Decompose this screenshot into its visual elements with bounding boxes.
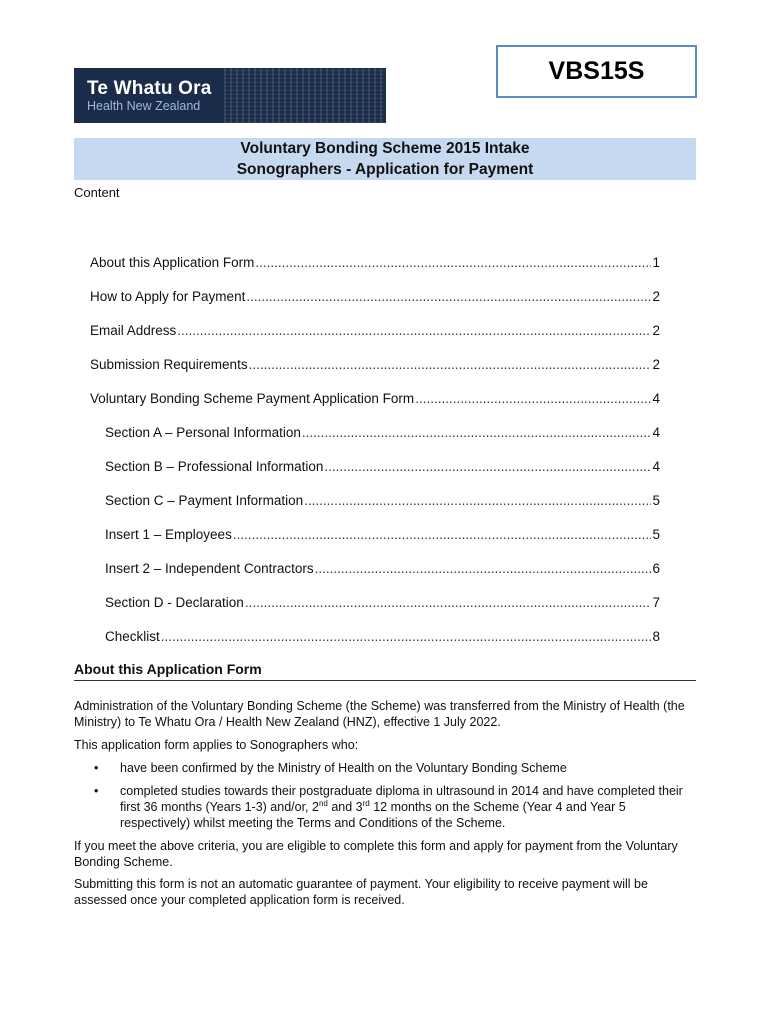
title-line-1: Voluntary Bonding Scheme 2015 Intake bbox=[240, 140, 530, 157]
about-paragraph-4: Submitting this form is not an automatic guarantee of payment. Your eligibility to receive payment will be assessed once your completed application form is received. bbox=[74, 877, 648, 907]
about-heading: About this Application Form bbox=[74, 661, 696, 681]
document-title bbox=[74, 138, 696, 180]
toc-entry[interactable]: How to Apply for Payment ..... 2 bbox=[90, 289, 660, 304]
te-whatu-ora-logo bbox=[74, 68, 386, 123]
toc-entry[interactable]: Section B – Professional Information ..... 4 bbox=[105, 459, 660, 474]
bullet-icon: • bbox=[94, 761, 99, 775]
about-paragraph-2: This application form applies to Sonographers who: bbox=[74, 738, 359, 752]
toc-entry[interactable]: Voluntary Bonding Scheme Payment Application Form ..... 4 bbox=[90, 391, 660, 406]
title-line-2: Sonographers - Application for Payment bbox=[236, 161, 534, 178]
content-label: Content bbox=[74, 185, 120, 200]
about-paragraph-1: Administration of the Voluntary Bonding Scheme (the Scheme) was transferred from the Ministry of Health (the Ministry) to Te Whatu Ora / Health New Zealand (HNZ), effective 1 July 2022. bbox=[74, 699, 685, 729]
logo-subtitle: Health New Zealand bbox=[87, 99, 201, 113]
bullet-item: • completed studies towards their postgraduate diploma in ultrasound in 2014 and have completed their first 36 months (Years 1-3) and/or, 2nd and 3rd 12 months on the Scheme (Year 4 and Year 5 respectively) whilst meeting the Terms and Conditions of the Scheme. bbox=[94, 784, 683, 830]
toc-entry[interactable]: Section D - Declaration ..... 7 bbox=[105, 595, 660, 610]
logo-pattern bbox=[224, 68, 386, 123]
about-paragraph-3: If you meet the above criteria, you are eligible to complete this form and apply for payment from the Voluntary Bonding Scheme. bbox=[74, 839, 678, 869]
toc-entry[interactable]: Email Address ..... 2 bbox=[90, 323, 660, 338]
toc-entry[interactable]: Section C – Payment Information ..... 5 bbox=[105, 493, 660, 508]
logo-title: Te Whatu Ora bbox=[87, 78, 212, 99]
bullet-item: • have been confirmed by the Ministry of Health on the Voluntary Bonding Scheme bbox=[94, 761, 567, 775]
toc-entry[interactable]: Insert 2 – Independent Contractors ..... 6 bbox=[105, 561, 660, 576]
toc-entry[interactable]: Section A – Personal Information ..... 4 bbox=[105, 425, 660, 440]
toc-entry[interactable]: Checklist ..... 8 bbox=[105, 629, 660, 644]
toc-entry[interactable]: Insert 1 – Employees ..... 5 bbox=[105, 527, 660, 542]
toc-entry[interactable]: About this Application Form ..... 1 bbox=[90, 255, 660, 270]
toc-entry[interactable]: Submission Requirements ..... 2 bbox=[90, 357, 660, 372]
bullet-icon: • bbox=[94, 784, 99, 798]
form-code-box: VBS15S bbox=[496, 45, 697, 98]
